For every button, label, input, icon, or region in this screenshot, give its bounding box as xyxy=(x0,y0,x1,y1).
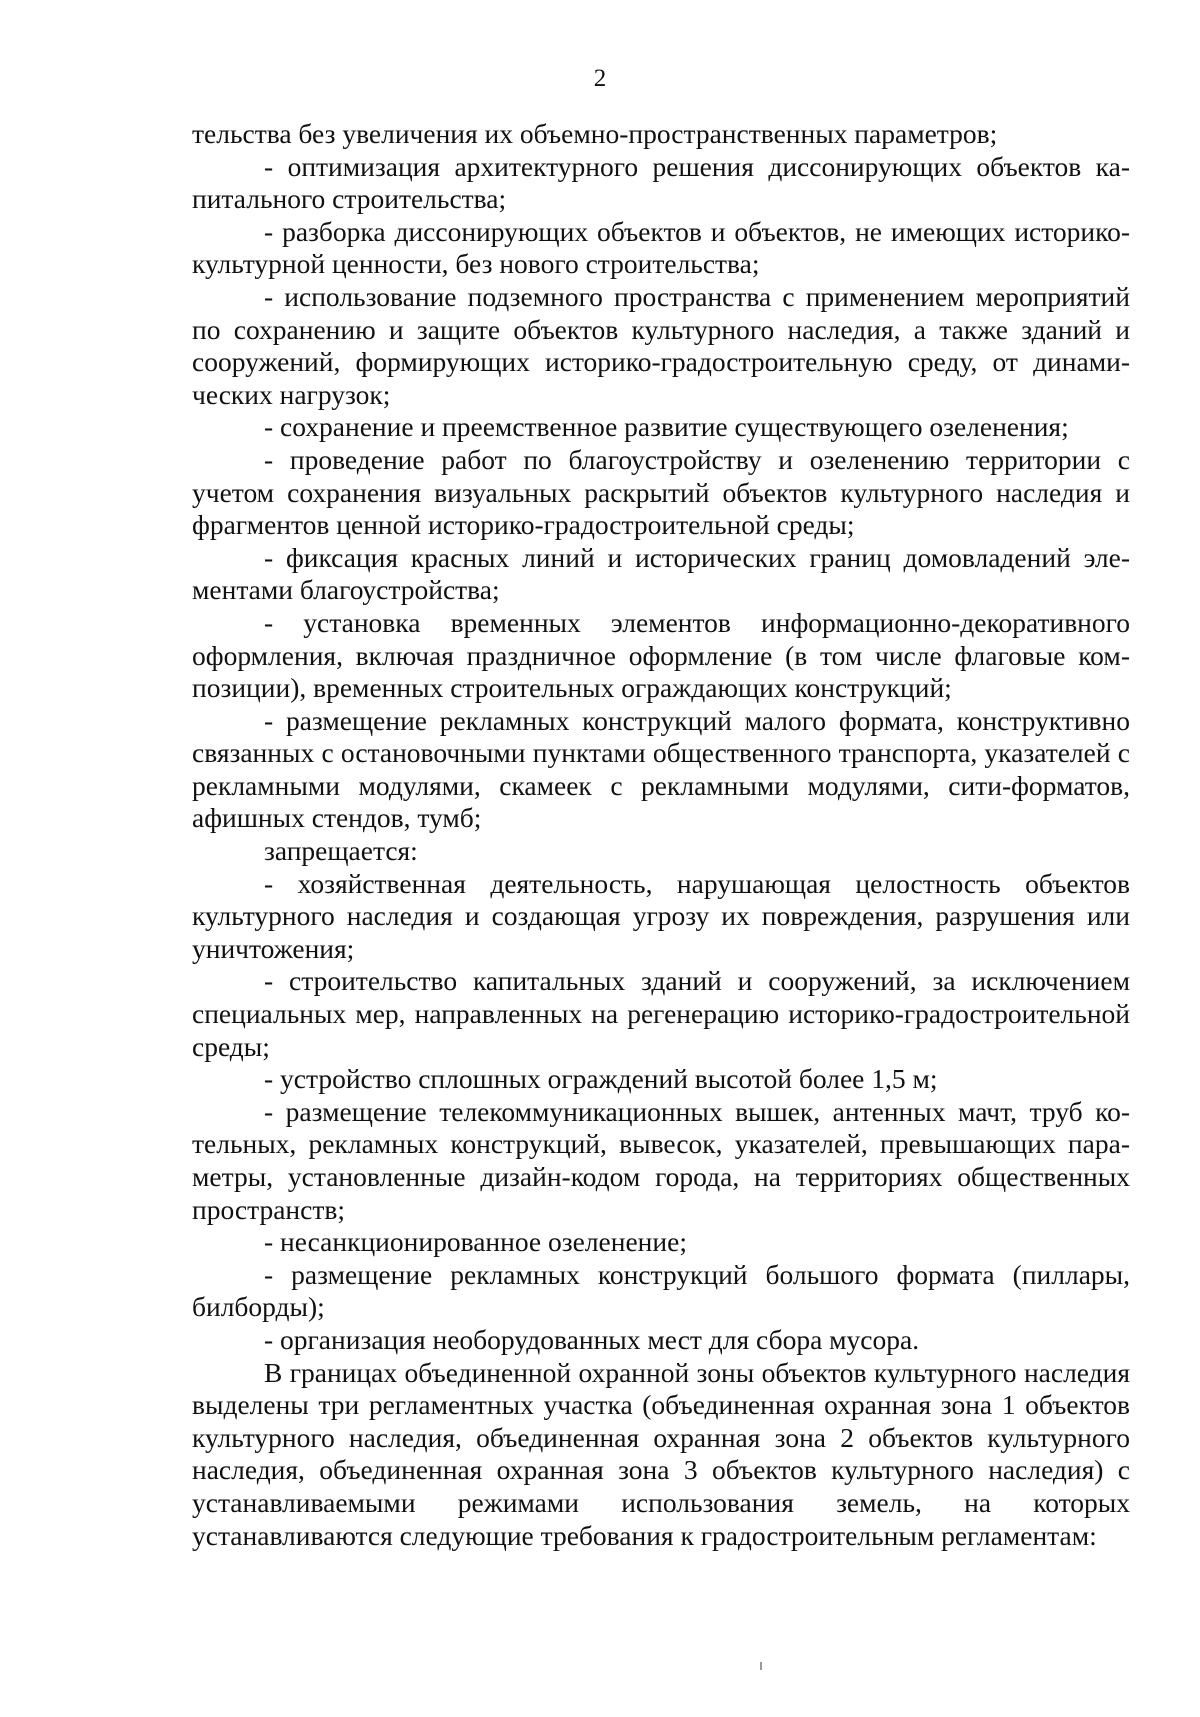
paragraph-waste-sites: - организация необорудованных мест для сбора мусора. xyxy=(264,1323,920,1355)
paragraph-red-lines: - фиксация красных линий и исторических границ домовладений элементами благоустройства; xyxy=(192,541,1130,606)
paragraph-unauthorized-greenery: - несанкционированное озеленение; xyxy=(264,1226,687,1258)
scan-artifact-mark xyxy=(760,1662,762,1670)
paragraph-underground-space: - использование подземного пространства с применением мероприятий по сохранению и защите объектов культурного наследия, а также зданий и сооружений, формирующих историко-градостроительную среду, от динамических нагрузок; xyxy=(192,280,1130,410)
document-body xyxy=(192,118,1130,1552)
paragraph-small-advertising: - размещение рекламных конструкций малого формата, конструктивно связанных с остановочными пунктами общественного транспорта, указателей с рекламными модулями, скамеек с рекламными модулями, сити-форматов, афишных стендов, тумб; xyxy=(192,704,1130,834)
paragraph-greenery-preservation: - сохранение и преемственное развитие существующего озеленения; xyxy=(264,411,1069,443)
paragraph-landscaping: - проведение работ по благоустройству и озеленению территории с учетом сохранения визуальных раскрытий объектов культурного наследия и фрагментов ценной историко-градостроительной среды; xyxy=(192,443,1130,541)
paragraph-solid-fences: - устройство сплошных ограждений высотой более 1,5 м; xyxy=(264,1063,938,1095)
page-number: 2 xyxy=(593,65,607,92)
paragraph-demolition: - разборка диссонирующих объектов и объектов, не имеющих историко-культурной ценности, без нового строительства; xyxy=(192,215,1130,280)
paragraph-continuation: тельства без увеличения их объемно-пространственных параметров; xyxy=(192,118,998,149)
paragraph-capital-construction: - строительство капитальных зданий и сооружений, за исключением специальных мер, направленных на регенерацию историко-градостроительной среды; xyxy=(192,965,1130,1062)
paragraph-regulation-zones: В границах объединенной охранной зоны объектов культурного наследия выделены три регламентных участка (объединенная охранная зона 1 объектов культурного наследия, объединенная охранная зона 2 объектов культурного наследия, объединенная охранная зона 3 объектов культурного наследия) с устанавливаемыми режимами использования земель, на которых устанавливаются следующие требования к градостроительным регламентам: xyxy=(192,1356,1130,1551)
paragraph-telecom-towers: - размещение телекоммуникационных вышек, антенных мачт, труб котельных, рекламных конструкций, вывесок, указателей, превышающих параметры, установленные дизайн-кодом города, на территориях общественных пространств; xyxy=(192,1095,1130,1225)
paragraph-architectural-optimization: - оптимизация архитектурного решения диссонирующих объектов капитального строительства; xyxy=(192,150,1130,215)
paragraph-economic-activity: - хозяйственная деятельность, нарушающая целостность объектов культурного наследия и создающая угрозу их повреждения, разрушения или уничтожения; xyxy=(192,867,1130,964)
paragraph-prohibited-heading: запрещается: xyxy=(264,835,418,867)
paragraph-large-advertising: - размещение рекламных конструкций большого формата (пиллары, билборды); xyxy=(192,1258,1130,1323)
paragraph-temporary-elements: - установка временных элементов информационно-декоративного оформления, включая праздничное оформление (в том числе флаговые композиции), временных строительных ограждающих конструкций; xyxy=(192,606,1130,704)
